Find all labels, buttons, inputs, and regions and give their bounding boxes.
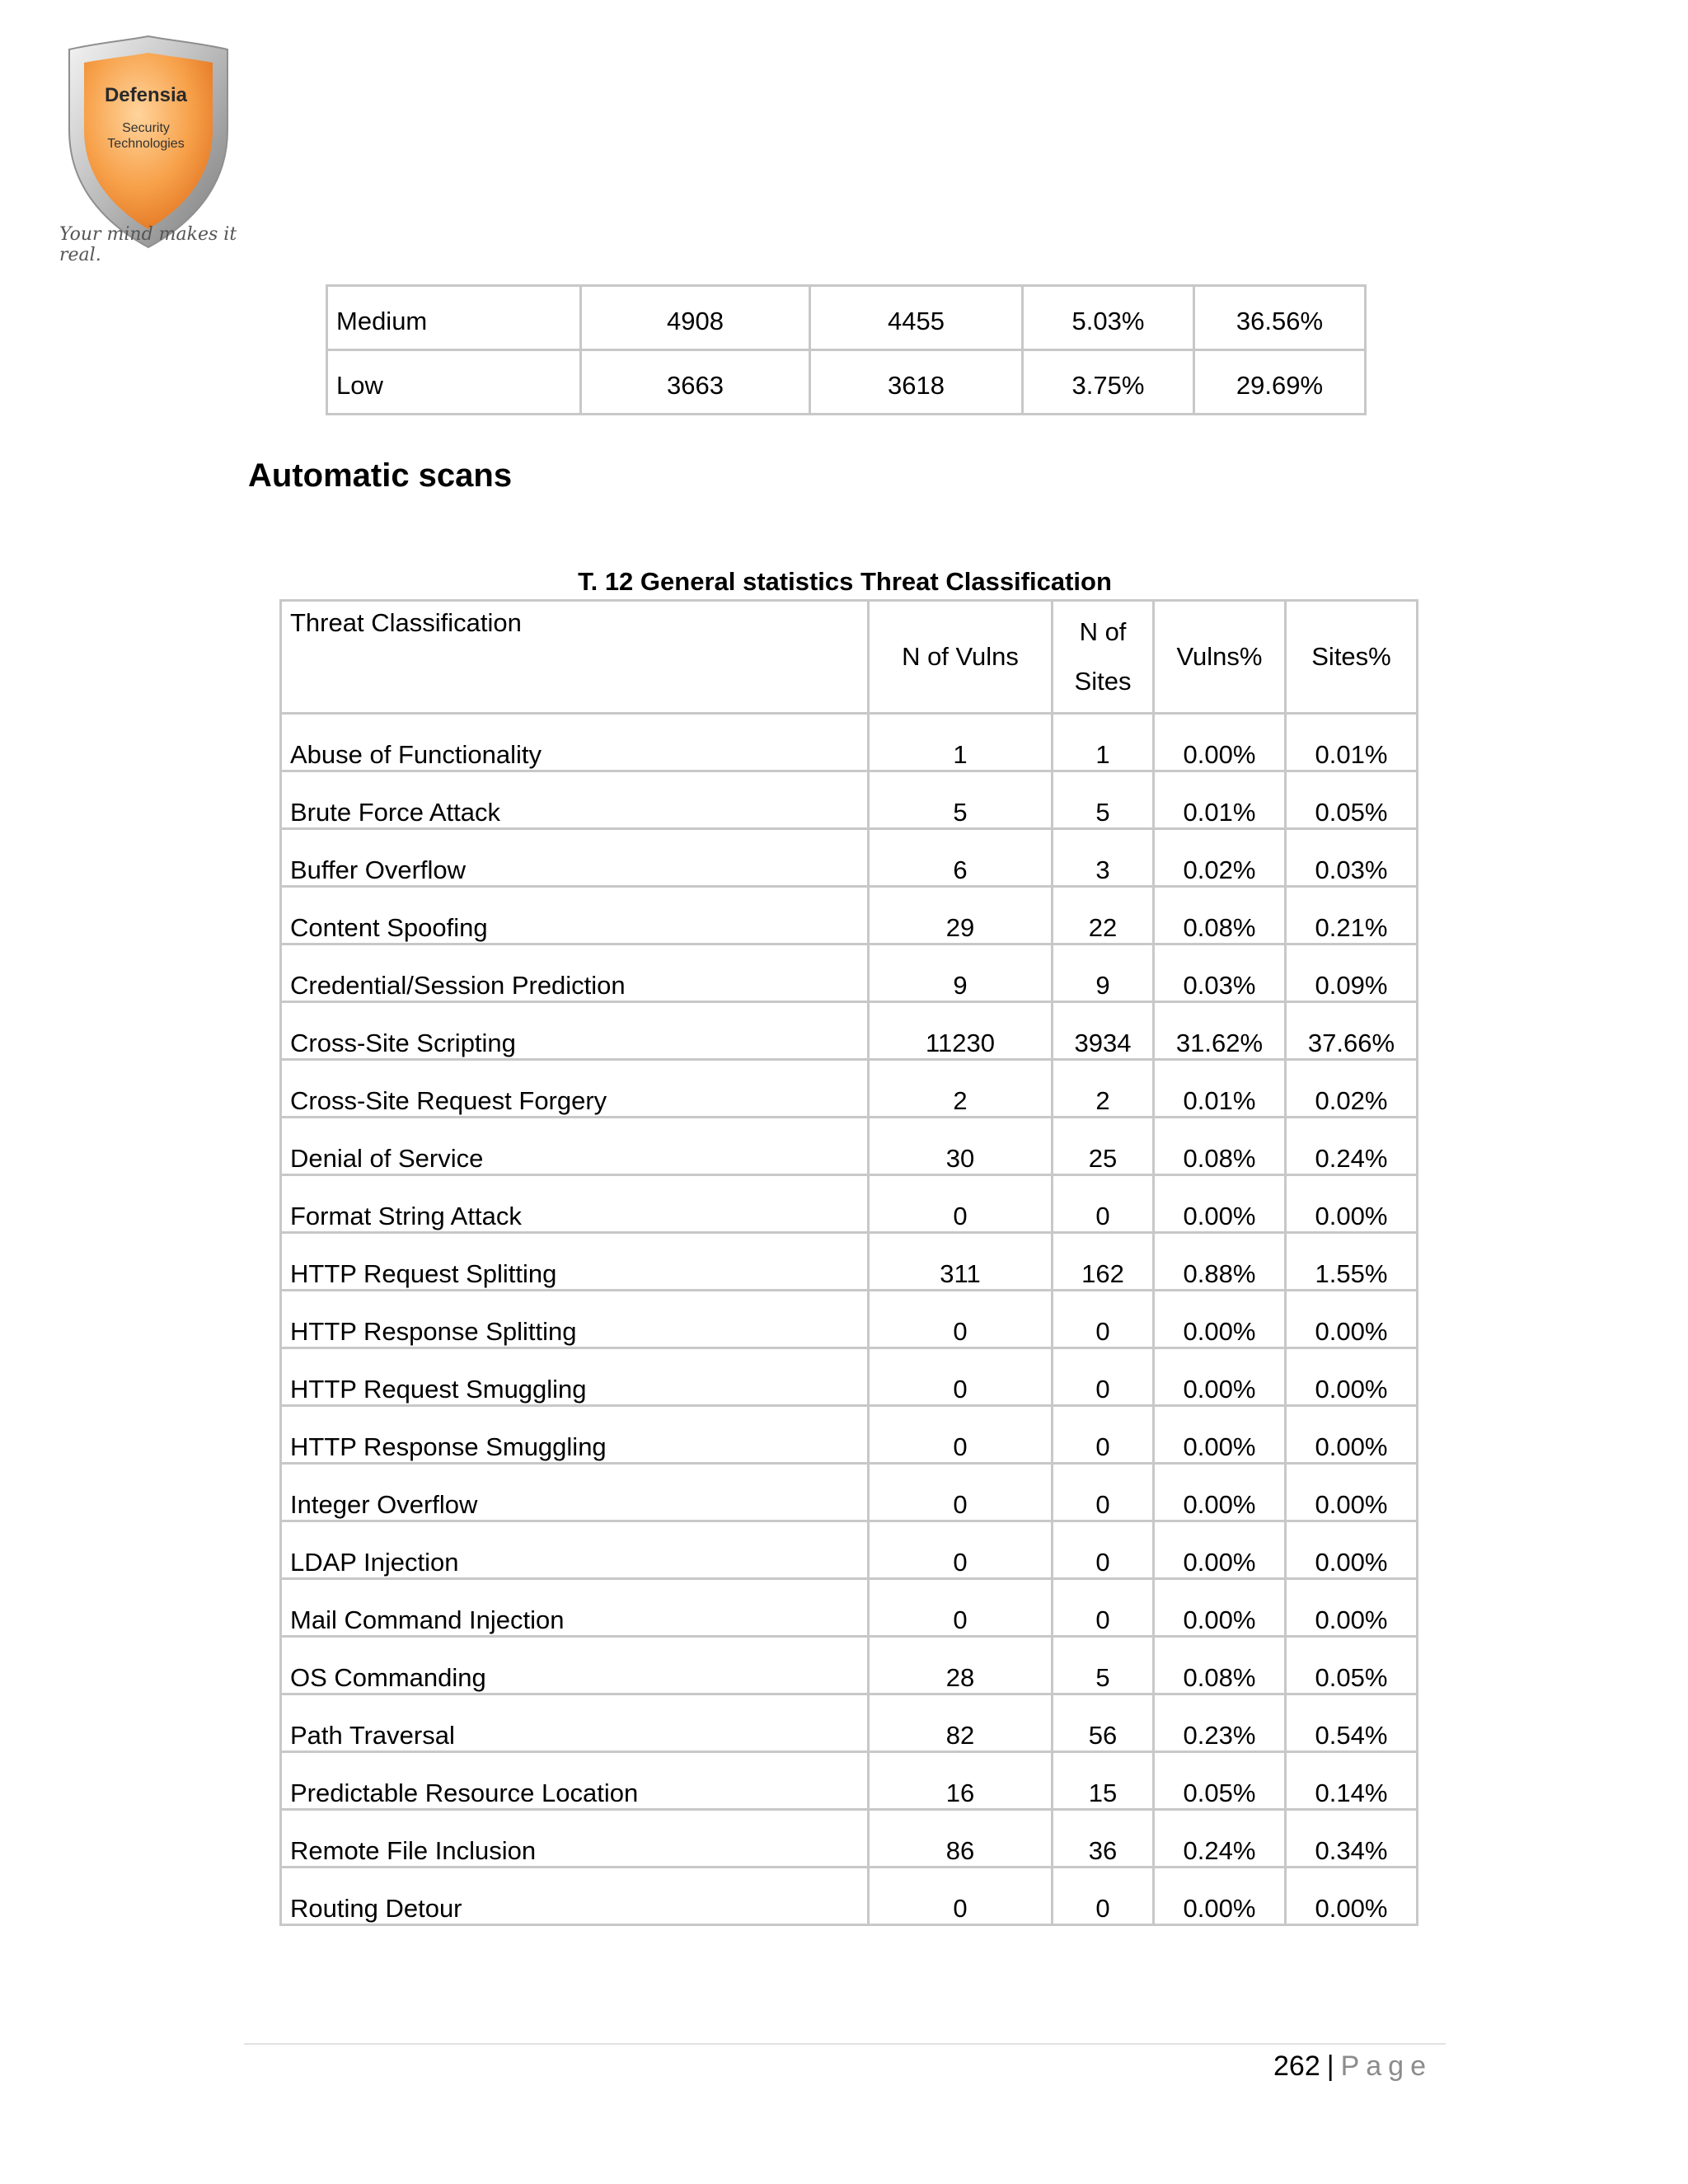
- sites-cell: 1: [1053, 714, 1154, 771]
- row-label: HTTP Response Splitting: [281, 1291, 869, 1348]
- table-row: [281, 1464, 1418, 1521]
- sites-pct-cell: 0.05%: [1286, 771, 1418, 829]
- sites-pct-cell: 0.00%: [1286, 1579, 1418, 1637]
- vulns-pct-cell: 0.00%: [1154, 1868, 1286, 1925]
- sites-cell: 0: [1053, 1348, 1154, 1406]
- vulns-cell: 1: [869, 714, 1053, 771]
- row-label: Denial of Service: [281, 1118, 869, 1175]
- sites-pct-cell: 0.21%: [1286, 887, 1418, 944]
- table-row: [281, 1694, 1418, 1752]
- company-logo: [58, 31, 239, 254]
- vulns-cell: 0: [869, 1868, 1053, 1925]
- row-label: OS Commanding: [281, 1637, 869, 1694]
- page-label: Page: [1340, 2050, 1432, 2082]
- vulns-pct-cell: 0.24%: [1154, 1810, 1286, 1868]
- row-label: Cross-Site Request Forgery: [281, 1060, 869, 1118]
- sites-pct-cell: 0.03%: [1286, 829, 1418, 887]
- table-row: [281, 1233, 1418, 1291]
- table-row: [281, 944, 1418, 1002]
- row-label: Format String Attack: [281, 1175, 869, 1233]
- row-label: Buffer Overflow: [281, 829, 869, 887]
- sites-pct-cell: 0.01%: [1286, 714, 1418, 771]
- vulns-cell: 11230: [869, 1002, 1053, 1060]
- page-number: 262: [1273, 2050, 1320, 2082]
- row-label: Predictable Resource Location: [281, 1752, 869, 1810]
- table-row: [281, 887, 1418, 944]
- table-row: [281, 1868, 1418, 1925]
- sites-pct-cell: 0.02%: [1286, 1060, 1418, 1118]
- section-title: Automatic scans: [248, 457, 513, 494]
- page-footer: [1273, 2050, 1432, 2083]
- vulns-pct-cell: 0.00%: [1154, 1348, 1286, 1406]
- header-vulns-pct: Vulns%: [1154, 601, 1286, 714]
- vulns-cell: 0: [869, 1579, 1053, 1637]
- row-label: Credential/Session Prediction: [281, 944, 869, 1002]
- sites-pct-cell: 0.00%: [1286, 1291, 1418, 1348]
- vulns-cell: 86: [869, 1810, 1053, 1868]
- svg-text:Security: Security: [122, 121, 170, 135]
- table-row: [281, 1060, 1418, 1118]
- vulns-pct-cell: 0.02%: [1154, 829, 1286, 887]
- vulns-pct-cell: 0.05%: [1154, 1752, 1286, 1810]
- vulns-cell: 4908: [581, 286, 810, 350]
- svg-text:Technologies: Technologies: [107, 137, 185, 151]
- sites-pct-cell: 0.00%: [1286, 1464, 1418, 1521]
- row-label: HTTP Request Smuggling: [281, 1348, 869, 1406]
- vulns-pct-cell: 0.00%: [1154, 1464, 1286, 1521]
- row-label: Remote File Inclusion: [281, 1810, 869, 1868]
- vulns-cell: 28: [869, 1637, 1053, 1694]
- sites-pct-cell: 0.05%: [1286, 1637, 1418, 1694]
- vulns-pct-cell: 0.00%: [1154, 714, 1286, 771]
- vulns-pct-cell: 0.08%: [1154, 1118, 1286, 1175]
- sites-cell: 22: [1053, 887, 1154, 944]
- vulns-cell: 311: [869, 1233, 1053, 1291]
- sites-cell: 2: [1053, 1060, 1154, 1118]
- vulns-cell: 6: [869, 829, 1053, 887]
- sites-pct-cell: 0.00%: [1286, 1175, 1418, 1233]
- sites-cell: 15: [1053, 1752, 1154, 1810]
- vulns-pct-cell: 0.23%: [1154, 1694, 1286, 1752]
- row-label: Mail Command Injection: [281, 1579, 869, 1637]
- table-row: [281, 1406, 1418, 1464]
- vulns-cell: 0: [869, 1464, 1053, 1521]
- table-row: [281, 1175, 1418, 1233]
- vulns-cell: 16: [869, 1752, 1053, 1810]
- svg-text:Defensia: Defensia: [104, 84, 188, 106]
- table-row: [281, 1637, 1418, 1694]
- threat-classification-table: [279, 599, 1418, 1926]
- vulns-pct-cell: 0.08%: [1154, 1637, 1286, 1694]
- row-label: Low: [327, 350, 581, 415]
- sites-cell: 5: [1053, 1637, 1154, 1694]
- row-label: LDAP Injection: [281, 1521, 869, 1579]
- severity-table: [326, 284, 1367, 415]
- vulns-pct-cell: 0.08%: [1154, 887, 1286, 944]
- table-caption: T. 12 General statistics Threat Classification: [578, 567, 1112, 596]
- sites-pct-cell: 0.34%: [1286, 1810, 1418, 1868]
- sites-pct-cell: 37.66%: [1286, 1002, 1418, 1060]
- vulns-cell: 2: [869, 1060, 1053, 1118]
- row-label: HTTP Request Splitting: [281, 1233, 869, 1291]
- header-sites-pct: Sites%: [1286, 601, 1418, 714]
- table-row: [281, 1118, 1418, 1175]
- sites-pct-cell: 29.69%: [1194, 350, 1366, 415]
- table-header-row: [281, 601, 1418, 714]
- vulns-pct-cell: 3.75%: [1023, 350, 1194, 415]
- sites-pct-cell: 0.00%: [1286, 1406, 1418, 1464]
- sites-pct-cell: 1.55%: [1286, 1233, 1418, 1291]
- vulns-cell: 0: [869, 1348, 1053, 1406]
- vulns-cell: 82: [869, 1694, 1053, 1752]
- sites-pct-cell: 36.56%: [1194, 286, 1366, 350]
- row-label: Brute Force Attack: [281, 771, 869, 829]
- vulns-pct-cell: 31.62%: [1154, 1002, 1286, 1060]
- row-label: Routing Detour: [281, 1868, 869, 1925]
- table-row: [327, 350, 1366, 415]
- header-classification: Threat Classification: [281, 601, 869, 714]
- vulns-cell: 0: [869, 1175, 1053, 1233]
- vulns-pct-cell: 0.00%: [1154, 1521, 1286, 1579]
- sites-pct-cell: 0.00%: [1286, 1521, 1418, 1579]
- threat-table-body: [281, 714, 1418, 1925]
- sites-pct-cell: 0.54%: [1286, 1694, 1418, 1752]
- sites-cell: 56: [1053, 1694, 1154, 1752]
- sites-cell: 3934: [1053, 1002, 1154, 1060]
- sites-cell: 5: [1053, 771, 1154, 829]
- sites-pct-cell: 0.14%: [1286, 1752, 1418, 1810]
- sites-pct-cell: 0.09%: [1286, 944, 1418, 1002]
- table-row: [281, 1348, 1418, 1406]
- table-row: [281, 714, 1418, 771]
- vulns-pct-cell: 0.00%: [1154, 1175, 1286, 1233]
- vulns-pct-cell: 0.03%: [1154, 944, 1286, 1002]
- sites-cell: 36: [1053, 1810, 1154, 1868]
- row-label: Medium: [327, 286, 581, 350]
- vulns-pct-cell: 5.03%: [1023, 286, 1194, 350]
- shield-logo-icon: [58, 31, 239, 254]
- row-label: Integer Overflow: [281, 1464, 869, 1521]
- vulns-pct-cell: 0.88%: [1154, 1233, 1286, 1291]
- vulns-cell: 0: [869, 1291, 1053, 1348]
- header-n-sites-line1: N of: [1079, 617, 1127, 646]
- vulns-pct-cell: 0.00%: [1154, 1579, 1286, 1637]
- vulns-cell: 9: [869, 944, 1053, 1002]
- sites-cell: 3618: [810, 350, 1023, 415]
- sites-cell: 0: [1053, 1521, 1154, 1579]
- vulns-cell: 30: [869, 1118, 1053, 1175]
- table-row: [281, 1521, 1418, 1579]
- vulns-pct-cell: 0.01%: [1154, 1060, 1286, 1118]
- table-row: [281, 1291, 1418, 1348]
- vulns-cell: 3663: [581, 350, 810, 415]
- vulns-cell: 29: [869, 887, 1053, 944]
- sites-cell: 3: [1053, 829, 1154, 887]
- table-row: [281, 829, 1418, 887]
- sites-cell: 0: [1053, 1175, 1154, 1233]
- table-row: [281, 1579, 1418, 1637]
- vulns-cell: 0: [869, 1521, 1053, 1579]
- row-label: Content Spoofing: [281, 887, 869, 944]
- vulns-pct-cell: 0.00%: [1154, 1406, 1286, 1464]
- sites-cell: 4455: [810, 286, 1023, 350]
- table-row: [281, 1752, 1418, 1810]
- logo-tagline: Your mind makes it real.: [59, 224, 237, 265]
- sites-cell: 25: [1053, 1118, 1154, 1175]
- header-n-sites: [1053, 601, 1154, 714]
- table-row: [281, 771, 1418, 829]
- sites-cell: 0: [1053, 1291, 1154, 1348]
- sites-cell: 0: [1053, 1579, 1154, 1637]
- row-label: HTTP Response Smuggling: [281, 1406, 869, 1464]
- sites-cell: 0: [1053, 1406, 1154, 1464]
- sites-pct-cell: 0.24%: [1286, 1118, 1418, 1175]
- footer-separator: |: [1326, 2050, 1334, 2082]
- header-n-sites-line2: Sites: [1074, 667, 1132, 696]
- sites-cell: 0: [1053, 1868, 1154, 1925]
- sites-cell: 0: [1053, 1464, 1154, 1521]
- footer-divider: [244, 2043, 1446, 2045]
- vulns-cell: 5: [869, 771, 1053, 829]
- table-row: [281, 1810, 1418, 1868]
- vulns-cell: 0: [869, 1406, 1053, 1464]
- row-label: Abuse of Functionality: [281, 714, 869, 771]
- sites-pct-cell: 0.00%: [1286, 1348, 1418, 1406]
- vulns-pct-cell: 0.00%: [1154, 1291, 1286, 1348]
- sites-cell: 162: [1053, 1233, 1154, 1291]
- sites-cell: 9: [1053, 944, 1154, 1002]
- row-label: Cross-Site Scripting: [281, 1002, 869, 1060]
- table-row: [281, 1002, 1418, 1060]
- header-n-vulns: N of Vulns: [869, 601, 1053, 714]
- vulns-pct-cell: 0.01%: [1154, 771, 1286, 829]
- sites-pct-cell: 0.00%: [1286, 1868, 1418, 1925]
- row-label: Path Traversal: [281, 1694, 869, 1752]
- table-row: [327, 286, 1366, 350]
